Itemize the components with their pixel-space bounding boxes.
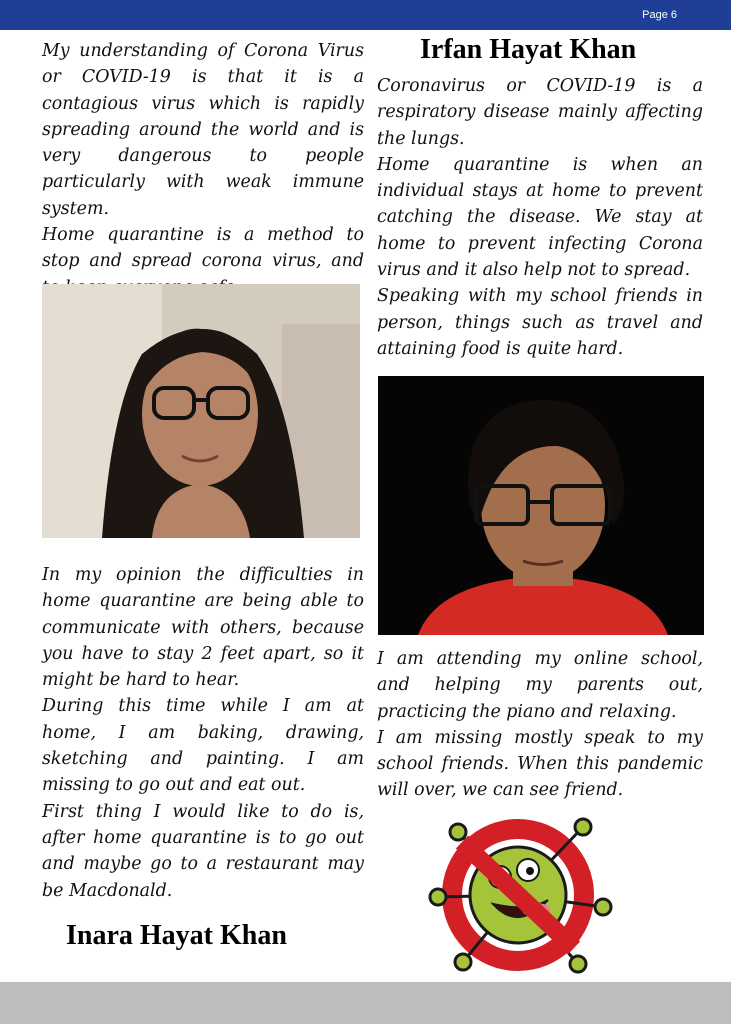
header-bar bbox=[0, 0, 731, 30]
left-author-name: Inara Hayat Khan bbox=[66, 920, 287, 951]
right-activities-paragraph: I am attending my online school, and helping my parents out, practicing the piano and relaxing. I am missing mostly speak to my school friends. When this pandemic will over, we can see friend. bbox=[377, 649, 703, 801]
footer-bar bbox=[0, 982, 731, 1024]
girl-portrait-photo bbox=[42, 284, 360, 538]
stop-virus-icon bbox=[418, 812, 618, 974]
boy-portrait-photo bbox=[378, 376, 704, 635]
left-intro-paragraph: My understanding of Corona Virus or COVID-19 is that it is a contagious virus which is rapidly spreading around the world and is very dangerous to people particularly with weak immune system. Home quarantine is a method to stop and spread corona virus, and bbox=[42, 41, 364, 272]
page-number: Page 6 bbox=[642, 9, 677, 21]
right-author-name: Irfan Hayat Khan bbox=[420, 34, 637, 65]
left-opinion-paragraph: In my opinion the difficulties in home quarantine are being able to communicate with others, because you have to stay 2 feet apart, so it might be hard to hear. During this time while I am at home, I am baking, drawing, sketching and painting. I am missing to go out and eat out. First thing I would like to do is, after home quarantine is to go out and maybe go to a restaurant may be Macdonald. bbox=[42, 565, 364, 901]
right-intro-paragraph: Coronavirus or COVID-19 is a respiratory disease mainly affecting the lungs. Home quarantine is when an individual stays at home to prevent catching the disease. We stay at home to prevent infecting Corona virus and it also help not to spread. Speaking with my school friends in person, things such as travel and attaining food is quite hard. bbox=[377, 76, 703, 359]
